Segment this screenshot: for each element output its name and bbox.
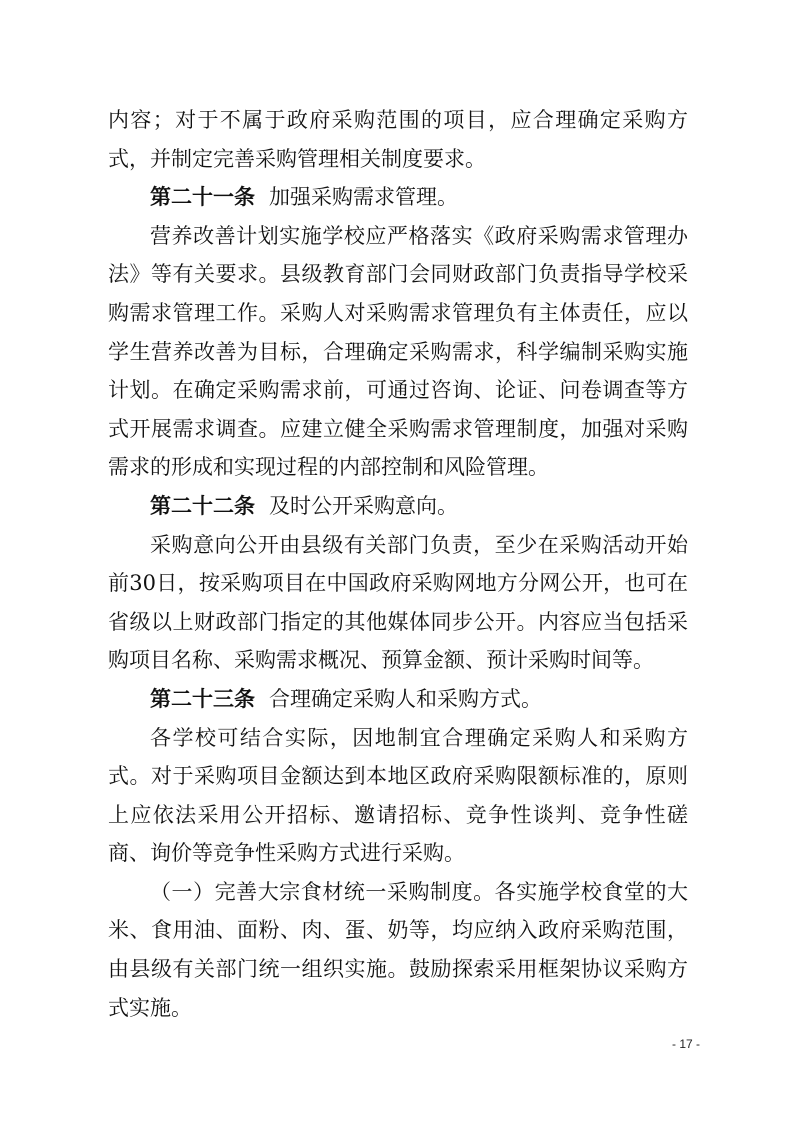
paragraph: 内容；对于不属于政府采购范围的项目，应合理确定采购方式，并制定完善采购管理相关制度要求。 bbox=[108, 108, 688, 171]
article-heading bbox=[108, 680, 688, 719]
article-title: 加强采购需求管理。 bbox=[269, 185, 458, 210]
article-number: 第二十三条 bbox=[150, 686, 255, 711]
article-number: 第二十一条 bbox=[150, 185, 255, 210]
paragraph: 各学校可结合实际，因地制宜合理确定采购人和采购方式。对于采购项目金额达到本地区政府采购限额标准的，原则上应依法采用公开招标、邀请招标、竞争性谈判、竞争性磋商、询价等竞争性采购方式进行采购。 bbox=[108, 725, 688, 866]
page-number: - 17 - bbox=[671, 1037, 700, 1051]
paragraph: 采购意向公开由县级有关部门负责，至少在采购活动开始前30日，按采购项目在中国政府采购网地方分网公开，也可在省级以上财政部门指定的其他媒体同步公开。内容应当包括采购项目名称、采购需求概况、预算金额、预计采购时间等。 bbox=[108, 532, 688, 673]
article-title: 合理确定采购人和采购方式。 bbox=[269, 686, 542, 711]
document-body bbox=[108, 101, 688, 1027]
article-title: 及时公开采购意向。 bbox=[269, 493, 458, 518]
article-number: 第二十二条 bbox=[150, 493, 255, 518]
paragraph: （一）完善大宗食材统一采购制度。各实施学校食堂的大米、食用油、面粉、肉、蛋、奶等，均应纳入政府采购范围，由县级有关部门统一组织实施。鼓励探索采用框架协议采购方式实施。 bbox=[108, 879, 688, 1020]
article-heading bbox=[108, 487, 688, 526]
article-heading bbox=[108, 178, 688, 217]
paragraph: 营养改善计划实施学校应严格落实《政府采购需求管理办法》等有关要求。县级教育部门会同财政部门负责指导学校采购需求管理工作。采购人对采购需求管理负有主体责任，应以学生营养改善为目标，合理确定采购需求，科学编制采购实施计划。在确定采购需求前，可通过咨询、论证、问卷调查等方式开展需求调查。应建立健全采购需求管理制度，加强对采购需求的形成和实现过程的内部控制和风险管理。 bbox=[108, 223, 688, 480]
